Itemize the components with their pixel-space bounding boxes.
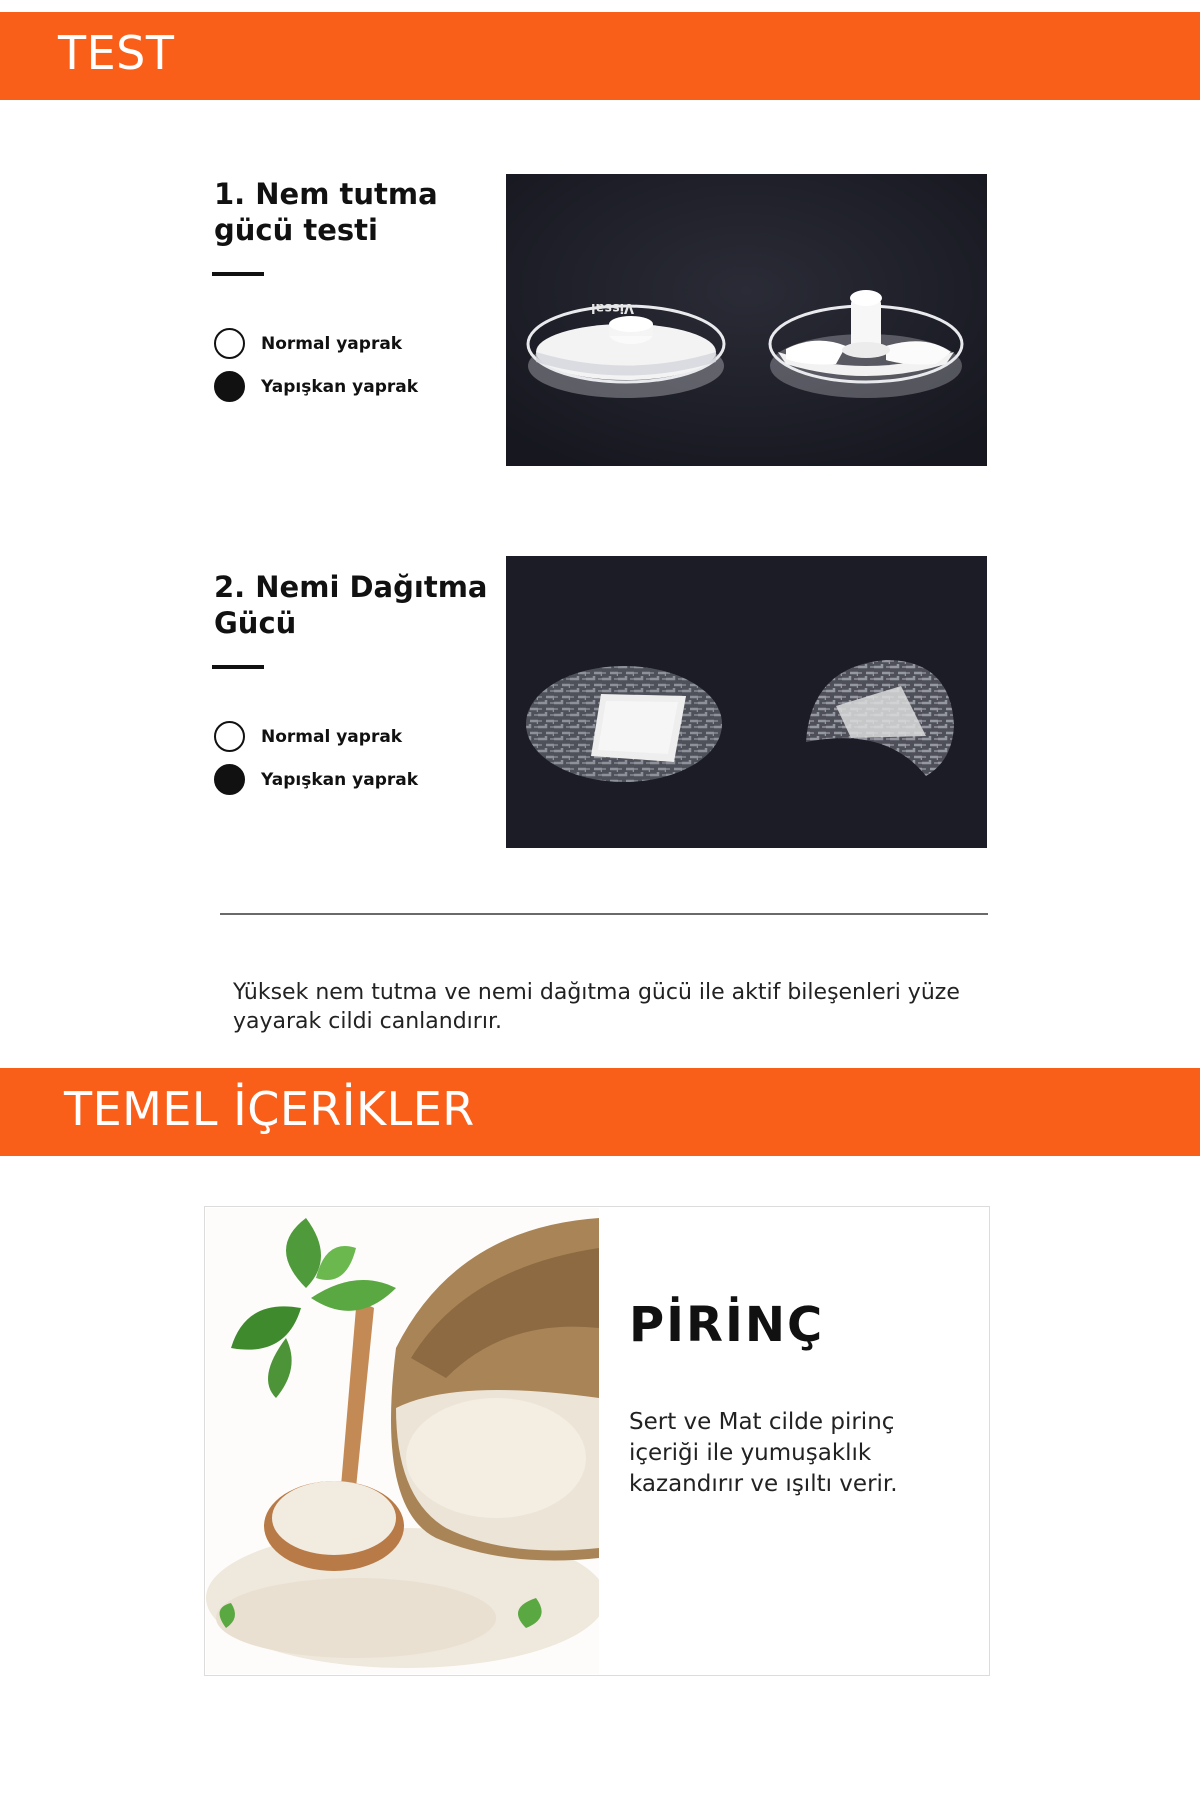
petri-dishes-illustration xyxy=(506,174,987,466)
test-1-title xyxy=(214,176,438,248)
test-1-title-line2: gücü testi xyxy=(214,213,378,247)
test-1-title-line1: 1. Nem tutma xyxy=(214,177,438,211)
ingredient-title: PİRİNÇ xyxy=(629,1297,825,1353)
legend-normal-label: Normal yaprak xyxy=(261,333,403,354)
dish-brand-label: Vissal xyxy=(591,300,634,315)
test-2-legend-normal xyxy=(214,721,402,752)
test-1-legend-normal xyxy=(214,328,402,359)
ingredients-banner-title: TEMEL İÇERİKLER xyxy=(64,1082,475,1136)
test-2-title-line2: Gücü xyxy=(214,606,297,640)
filled-circle-icon xyxy=(214,371,245,402)
empty-circle-icon xyxy=(214,328,245,359)
test-1-rule xyxy=(212,272,264,276)
ingredients-banner xyxy=(0,1068,1200,1156)
test-banner-title: TEST xyxy=(58,26,175,80)
test-2-legend-sticky xyxy=(214,764,418,795)
section-divider xyxy=(220,913,988,915)
ingredient-card xyxy=(204,1206,990,1676)
test-2-info xyxy=(214,569,488,790)
filled-circle-icon xyxy=(214,764,245,795)
ingredient-description xyxy=(629,1407,929,1500)
test-2-photo xyxy=(506,556,987,848)
empty-circle-icon xyxy=(214,721,245,752)
summary-line2: yayarak cildi canlandırır. xyxy=(233,1009,502,1034)
ingredient-line2: içeriği ile yumuşaklık xyxy=(629,1440,872,1466)
sheet-samples-illustration xyxy=(506,556,987,848)
test-1-legend-sticky xyxy=(214,371,418,402)
test-banner xyxy=(0,12,1200,100)
legend-sticky-label: Yapışkan yaprak xyxy=(261,376,419,397)
summary-line1: Yüksek nem tutma ve nemi dağıtma gücü ile aktif bileşenleri yüze xyxy=(233,980,960,1005)
rice-photo xyxy=(206,1208,599,1674)
test-1-info xyxy=(214,176,438,397)
test-2-rule xyxy=(212,665,264,669)
rice-sack-illustration xyxy=(206,1208,599,1674)
test-summary xyxy=(233,978,993,1036)
ingredient-line3: kazandırır ve ışıltı verir. xyxy=(629,1471,898,1497)
legend-normal-label: Normal yaprak xyxy=(261,726,403,747)
test-2-title-line1: 2. Nemi Dağıtma xyxy=(214,570,488,604)
ingredient-line1: Sert ve Mat cilde pirinç xyxy=(629,1409,895,1435)
test-1-photo xyxy=(506,174,987,466)
test-2-title xyxy=(214,569,487,641)
legend-sticky-label: Yapışkan yaprak xyxy=(261,769,419,790)
